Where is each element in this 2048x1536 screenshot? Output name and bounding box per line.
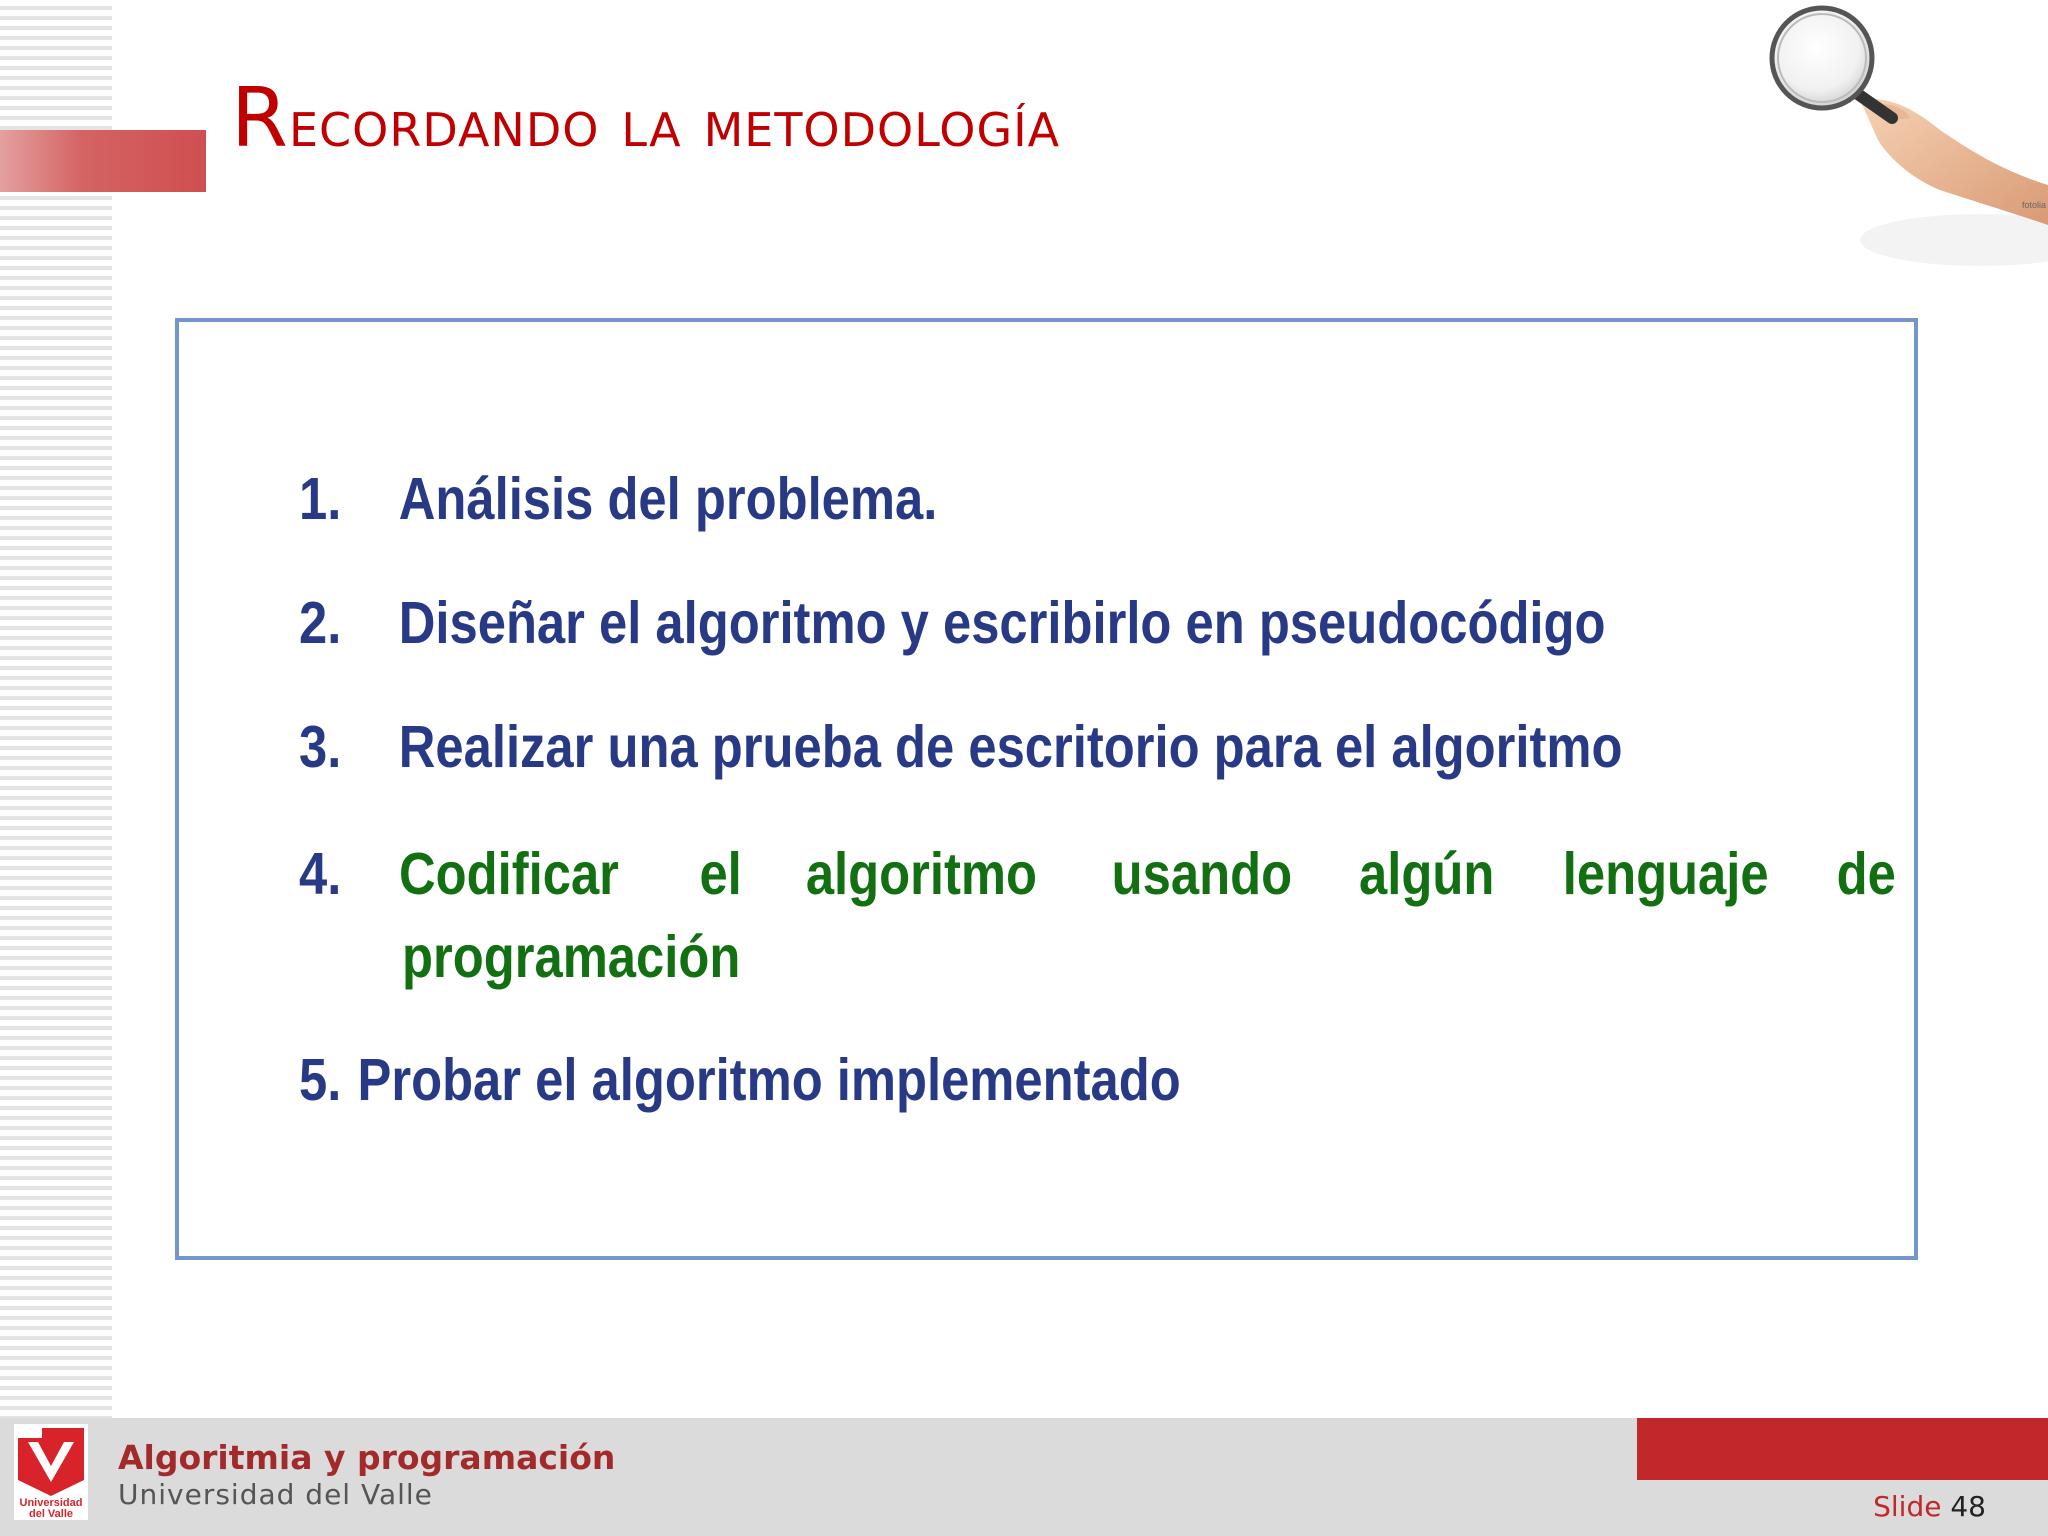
step-number: 3. xyxy=(299,714,342,780)
logo-text-line2: del Valle xyxy=(28,1508,74,1520)
logo-text-line1: Universidad xyxy=(19,1497,83,1509)
left-stripes-decoration xyxy=(0,0,112,1420)
photo-credit-label: fotolia xyxy=(2022,200,2047,210)
step-word: algún xyxy=(1358,841,1495,907)
step-number: 1. xyxy=(299,466,342,532)
step-number: 4. xyxy=(299,841,342,907)
step-text: Probar el algoritmo implementado xyxy=(357,1047,1181,1113)
step-word: lenguaje xyxy=(1563,841,1770,907)
step-text: Diseñar el algoritmo y escribirlo en pseudocódigo xyxy=(398,590,1606,656)
magnifier-hand-image xyxy=(1740,0,2048,290)
slide-value: 48 xyxy=(1950,1490,1986,1523)
step-word: algoritmo xyxy=(805,841,1037,907)
step-continuation: programación xyxy=(402,924,741,990)
methodology-box xyxy=(175,318,1918,1260)
univalle-logo xyxy=(14,1424,88,1520)
step-word: el xyxy=(699,841,742,907)
step-4-text-line1 xyxy=(399,841,1896,907)
footer-accent-bar xyxy=(1637,1418,2048,1480)
title-rest: ecordando la metodología xyxy=(288,85,1061,162)
course-name: Algoritmia y programación xyxy=(118,1438,616,1477)
step-text: Realizar una prueba de escritorio para el algoritmo xyxy=(398,714,1623,780)
slide-label: Slide xyxy=(1873,1490,1942,1523)
step-word: de xyxy=(1836,841,1896,907)
slide-title xyxy=(231,71,1061,166)
title-accent-bar xyxy=(0,130,206,192)
step-word: Codificar xyxy=(399,841,619,907)
step-4-text-line2 xyxy=(402,924,741,990)
title-initial: R xyxy=(231,71,289,166)
step-text: Análisis del problema. xyxy=(398,466,938,532)
step-number: 5. xyxy=(299,1047,342,1113)
university-name: Universidad del Valle xyxy=(118,1478,433,1511)
slide-number xyxy=(1873,1490,1986,1523)
step-number: 2. xyxy=(299,590,342,656)
step-word: usando xyxy=(1111,841,1292,907)
